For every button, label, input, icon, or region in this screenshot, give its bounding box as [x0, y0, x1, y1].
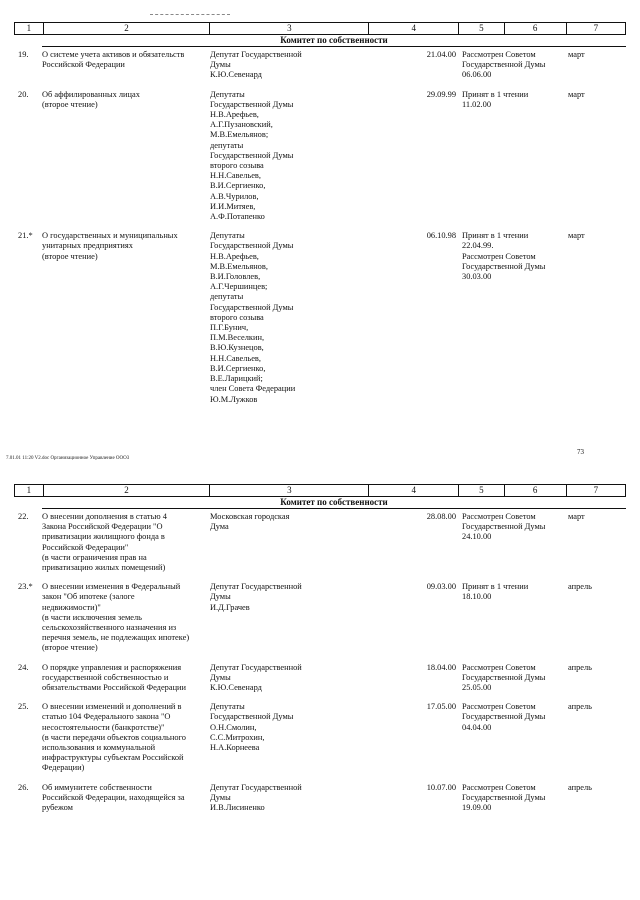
planned-month: апрель	[568, 702, 592, 712]
planned-month: март	[568, 231, 585, 241]
bill-title-line: Российской Федерации, находящейся за	[42, 792, 185, 802]
bill-title-line: О внесении изменений и дополнений в	[42, 702, 182, 712]
submission-date: 09.03.00	[426, 582, 456, 592]
author-line: Депутат Государственной	[210, 582, 302, 592]
bill-title-line: статью 104 Федерального закона "О	[42, 712, 171, 722]
bill-authors	[210, 783, 370, 814]
author-line: Дума	[210, 522, 229, 532]
column-header-cell: 1	[15, 23, 44, 34]
status-line: 25.05.00	[462, 683, 492, 693]
column-header-row	[14, 22, 626, 35]
row-number: 21.*	[18, 231, 33, 241]
author-line: второго созыва	[210, 161, 264, 171]
rows-block-1	[14, 50, 626, 405]
status-line: 22.04.99.	[462, 241, 494, 251]
bill-title	[42, 663, 210, 694]
bill-title-line: (второе чтение)	[42, 643, 98, 653]
bill-title	[42, 231, 210, 404]
bill-title-line: недвижимости)"	[42, 602, 101, 612]
status-line: 30.03.00	[462, 272, 492, 282]
author-line: Депутат Государственной	[210, 662, 302, 672]
author-line: В.И.Сергиенко,	[210, 363, 266, 373]
table-row	[14, 582, 626, 653]
author-line: В.Е.Ларицкий;	[210, 374, 263, 384]
section-title: Комитет по собственности	[42, 35, 626, 47]
status-line: 24.10.00	[462, 532, 492, 542]
empty-cell	[370, 663, 415, 694]
bill-authors	[210, 90, 370, 223]
author-line: Ю.М.Лужков	[210, 394, 258, 404]
status-line: Государственной Думы	[462, 261, 546, 271]
status-line: Государственной Думы	[462, 792, 546, 802]
bill-authors	[210, 512, 370, 573]
bill-status	[460, 231, 564, 404]
author-line: второго созыва	[210, 312, 264, 322]
author-line: Депутаты	[210, 702, 245, 712]
empty-cell	[370, 783, 415, 814]
planned-month: март	[568, 50, 585, 59]
status-line: Государственной Думы	[462, 522, 546, 532]
author-line: депутаты	[210, 292, 244, 302]
bill-authors	[210, 231, 370, 404]
author-line: М.В.Емельянов,	[210, 261, 268, 271]
bill-title-line: инфраструктуры субъектам Российской	[42, 753, 184, 763]
column-header-cell: 6	[505, 485, 567, 496]
status-line: 19.09.00	[462, 803, 492, 813]
submission-date: 28.08.00	[426, 512, 456, 521]
status-line: Рассмотрен Советом	[462, 50, 536, 59]
column-header-cell: 5	[459, 23, 504, 34]
author-line: Депутаты	[210, 89, 245, 99]
planned-month: апрель	[568, 662, 592, 672]
author-line: Государственной Думы	[210, 99, 294, 109]
author-line: Думы	[210, 60, 231, 70]
bill-title-line: рубежом	[42, 803, 73, 813]
author-line: член Совета Федерации	[210, 384, 296, 394]
author-line: А.Г.Пузановский,	[210, 120, 273, 130]
author-line: О.Н.Смолин,	[210, 722, 257, 732]
empty-cell	[370, 231, 415, 404]
bill-title-line: Об аффилированных лицах	[42, 89, 140, 99]
bill-title-line: О системе учета активов и обязательств	[42, 50, 185, 59]
bill-title-line: приватизации жилищного фонда в	[42, 532, 165, 542]
bill-title-line: государственной собственностью и	[42, 672, 169, 682]
submission-date: 06.10.98	[426, 231, 456, 241]
column-header-cell: 6	[505, 23, 567, 34]
bill-title-line: Российской Федерации	[42, 60, 125, 70]
bill-title	[42, 512, 210, 573]
bill-title-line: несостоятельности (банкротстве)"	[42, 722, 165, 732]
bill-title-line: Федерации)	[42, 763, 85, 773]
section-title: Комитет по собственности	[42, 497, 626, 509]
table-row	[14, 783, 626, 814]
bill-title-line: О внесении дополнения в статью 4	[42, 512, 167, 521]
status-line: Рассмотрен Советом	[462, 251, 536, 261]
footer-text: 7.01.01 11:20 V2.doc Организационное Управление ООО3	[6, 456, 130, 461]
bill-title-line: обязательствами Российской Федерации	[42, 683, 187, 693]
bill-title-line: (второе чтение)	[42, 99, 98, 109]
author-line: Н.Н.Савельев,	[210, 171, 261, 181]
status-line: Принят в 1 чтении	[462, 582, 529, 592]
author-line: Государственной Думы	[210, 302, 294, 312]
bill-status	[460, 702, 564, 773]
status-line: Принят в 1 чтении	[462, 89, 529, 99]
bill-title	[42, 702, 210, 773]
bill-title-line: (в части ограничения прав на	[42, 552, 147, 562]
bill-status	[460, 582, 564, 653]
author-line: К.Ю.Севенард	[210, 70, 262, 80]
row-number: 23.*	[18, 582, 33, 592]
planned-month: март	[568, 512, 585, 521]
status-line: Рассмотрен Советом	[462, 662, 536, 672]
bill-authors	[210, 663, 370, 694]
empty-cell	[370, 90, 415, 223]
bill-status	[460, 783, 564, 814]
empty-cell	[370, 50, 415, 81]
bill-title-line: О внесении изменения в Федеральный	[42, 582, 181, 592]
table-row	[14, 50, 626, 81]
author-line: И.И.Митяев,	[210, 201, 256, 211]
author-line: М.В.Емельянов;	[210, 130, 269, 140]
author-line: С.С.Митрохин,	[210, 732, 265, 742]
bill-title-line: (в части исключения земель	[42, 612, 142, 622]
bill-title-line: Закона Российской Федерации "О	[42, 522, 163, 532]
column-header-cell: 4	[369, 485, 459, 496]
bill-title	[42, 582, 210, 653]
author-line: К.Ю.Севенард	[210, 683, 262, 693]
empty-cell	[370, 512, 415, 573]
submission-date: 21.04.00	[426, 50, 456, 59]
bill-status	[460, 512, 564, 573]
column-header-cell: 2	[44, 485, 211, 496]
author-line: Думы	[210, 592, 231, 602]
table-row	[14, 702, 626, 773]
bill-title-line: Российской Федерации"	[42, 542, 129, 552]
bill-authors	[210, 50, 370, 81]
author-line: Н.Н.Савельев,	[210, 353, 261, 363]
bill-title-line: унитарных предприятиях	[42, 241, 133, 251]
row-number: 22.	[18, 512, 29, 521]
author-line: Думы	[210, 792, 231, 802]
submission-date: 10.07.00	[426, 782, 456, 792]
author-line: Думы	[210, 672, 231, 682]
author-line: Н.В.Арефьев,	[210, 110, 259, 120]
page-number: 73	[577, 448, 584, 456]
bill-status	[460, 50, 564, 81]
bill-authors	[210, 702, 370, 773]
status-line: Принят в 1 чтении	[462, 231, 529, 241]
bill-title-line: (в части передачи объектов социального	[42, 732, 186, 742]
row-number: 26.	[18, 782, 29, 792]
row-number: 25.	[18, 702, 29, 712]
author-line: Государственной Думы	[210, 241, 294, 251]
author-line: А.В.Чурилов,	[210, 191, 259, 201]
empty-cell	[370, 702, 415, 773]
status-line: Государственной Думы	[462, 672, 546, 682]
author-line: Н.А.Корнеева	[210, 743, 260, 753]
submission-date: 17.05.00	[426, 702, 456, 712]
row-number: 19.	[18, 50, 29, 59]
planned-month: март	[568, 89, 585, 99]
status-line: Рассмотрен Советом	[462, 512, 536, 521]
author-line: А.Г.Чершинцев;	[210, 282, 268, 292]
author-line: В.И.Сергиенко,	[210, 181, 266, 191]
bill-title-line: Об иммунитете собственности	[42, 782, 152, 792]
top-dash	[150, 14, 230, 15]
table-row	[14, 663, 626, 694]
column-header-cell: 2	[44, 23, 211, 34]
empty-cell	[370, 582, 415, 653]
author-line: Депутат Государственной	[210, 50, 302, 59]
status-line: Рассмотрен Советом	[462, 782, 536, 792]
author-line: Депутат Государственной	[210, 782, 302, 792]
column-header-cell: 7	[593, 23, 599, 33]
column-header-row	[14, 484, 626, 497]
author-line: П.М.Веселкин,	[210, 333, 265, 343]
column-header-cell: 3	[210, 485, 369, 496]
bill-title	[42, 783, 210, 814]
column-header-cell: 3	[210, 23, 369, 34]
author-line: В.Ю.Кузнецов,	[210, 343, 264, 353]
status-line: 04.04.00	[462, 722, 492, 732]
status-line: 18.10.00	[462, 592, 492, 602]
planned-month: апрель	[568, 582, 592, 592]
author-line: Н.В.Арефьев,	[210, 251, 259, 261]
column-header-cell: 7	[593, 485, 599, 495]
author-line: Государственной Думы	[210, 712, 294, 722]
bill-title-line: приватизацию жилых помещений)	[42, 563, 166, 573]
table-bottom	[14, 484, 626, 822]
status-line: 11.02.00	[462, 99, 492, 109]
column-header-cell: 4	[369, 23, 459, 34]
bill-title-line: (второе чтение)	[42, 251, 98, 261]
author-line: Депутаты	[210, 231, 245, 241]
bill-status	[460, 663, 564, 694]
author-line: В.И.Головлев,	[210, 272, 261, 282]
bill-title-line: использования и коммунальной	[42, 743, 156, 753]
bill-authors	[210, 582, 370, 653]
column-header-cell: 5	[459, 485, 504, 496]
bill-title-line: перечня земель, не подлежащих ипотеке)	[42, 633, 190, 643]
status-line: Государственной Думы	[462, 60, 546, 70]
bill-title-line: О государственных и муниципальных	[42, 231, 178, 241]
row-number: 20.	[18, 89, 29, 99]
table-top	[14, 22, 626, 414]
author-line: И.Д.Грачев	[210, 602, 250, 612]
author-line: И.В.Лисиненко	[210, 803, 265, 813]
submission-date: 18.04.00	[426, 662, 456, 672]
author-line: П.Г.Бунич,	[210, 323, 249, 333]
author-line: депутаты	[210, 140, 244, 150]
status-line: 06.06.00	[462, 70, 492, 80]
status-line: Рассмотрен Советом	[462, 702, 536, 712]
row-number: 24.	[18, 662, 29, 672]
status-line: Государственной Думы	[462, 712, 546, 722]
table-row	[14, 90, 626, 223]
author-line: Московская городская	[210, 512, 290, 521]
column-header-cell: 1	[15, 485, 44, 496]
bill-title-line: О порядке управления и распоряжения	[42, 662, 182, 672]
planned-month: апрель	[568, 782, 592, 792]
table-row	[14, 231, 626, 404]
table-row	[14, 512, 626, 573]
bill-title	[42, 50, 210, 81]
bill-title	[42, 90, 210, 223]
rows-block-2	[14, 512, 626, 813]
bill-title-line: закон "Об ипотеке (залоге	[42, 592, 135, 602]
submission-date: 29.09.99	[426, 89, 456, 99]
bill-status	[460, 90, 564, 223]
author-line: А.Ф.Потапенко	[210, 212, 265, 222]
bill-title-line: сельскохозяйственного назначения из	[42, 623, 177, 633]
author-line: Государственной Думы	[210, 150, 294, 160]
